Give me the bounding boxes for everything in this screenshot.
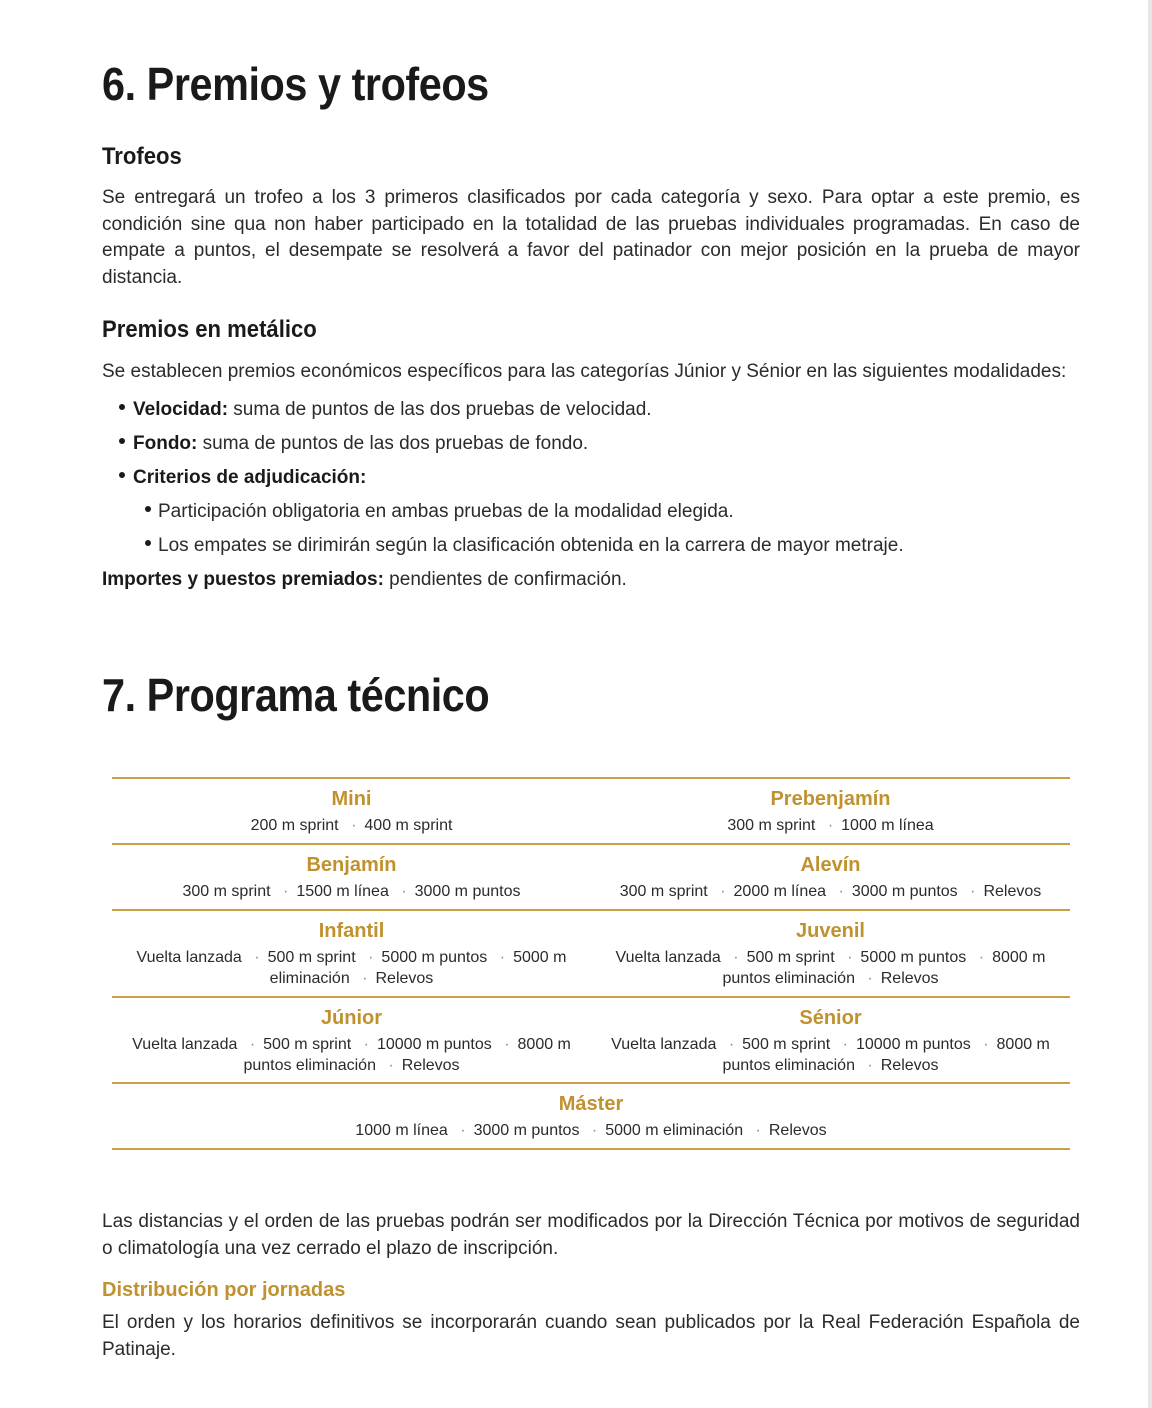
category-events bbox=[591, 947, 1070, 989]
event-separator: · bbox=[842, 1036, 848, 1053]
event-item: Relevos bbox=[880, 1057, 939, 1074]
importes-text: pendientes de confirmación. bbox=[383, 568, 627, 590]
event-item: Relevos bbox=[375, 970, 434, 987]
event-separator: · bbox=[249, 1036, 256, 1053]
category-cell bbox=[112, 779, 591, 843]
category-name: Máster bbox=[558, 1093, 624, 1115]
event-separator: · bbox=[728, 1036, 735, 1053]
category-cell bbox=[112, 998, 591, 1082]
category-events bbox=[713, 815, 947, 836]
event-item: 5000 m eliminación bbox=[605, 1122, 744, 1139]
category-cell bbox=[112, 911, 591, 996]
event-item: 8000 m puntos eliminación bbox=[722, 1036, 1050, 1074]
category-cell bbox=[591, 911, 1070, 996]
premios-paragraph: Se establecen premios económicos específicos para las categorías Júnior y Sénior en las siguientes modalidades: bbox=[102, 361, 1067, 382]
category-name: Sénior bbox=[799, 1007, 862, 1029]
program-row bbox=[112, 845, 1070, 911]
event-separator: · bbox=[368, 949, 374, 966]
program-table bbox=[112, 777, 1070, 1150]
event-separator: · bbox=[283, 883, 289, 900]
sub-list-item: Los empates se dirimirán según la clasificación obtenida en la carrera de mayor metraje. bbox=[102, 529, 1080, 563]
list-item-label: Criterios de adjudicación: bbox=[133, 466, 367, 488]
event-separator: · bbox=[827, 817, 834, 834]
event-separator: · bbox=[499, 949, 506, 966]
event-item: 500 m sprint bbox=[742, 1036, 831, 1053]
trofeos-paragraph: Se entregará un trofeo a los 3 primeros clasificados por cada categoría y sexo. Para optar a este premio, es condición sine qua non haber participado en la totalidad de las pruebas individuales programadas. En caso de empate a puntos, el desempate se resolverá a favor del patinador con mejor posición en la prueba de mayor distancia. bbox=[102, 187, 1080, 288]
event-item: Vuelta lanzada bbox=[136, 949, 242, 966]
page-edge bbox=[1148, 0, 1152, 1408]
category-events bbox=[606, 881, 1056, 902]
category-name: Infantil bbox=[318, 920, 385, 942]
event-item: 300 m sprint bbox=[619, 883, 708, 900]
list-item-label: Fondo: bbox=[133, 432, 198, 454]
event-item: Relevos bbox=[880, 970, 939, 987]
category-name: Prebenjamín bbox=[770, 788, 891, 810]
sub-list-item: Participación obligatoria en ambas pruebas de la modalidad elegida. bbox=[102, 495, 1080, 529]
category-events bbox=[112, 1034, 591, 1076]
trofeos-heading: Trofeos bbox=[102, 143, 182, 170]
program-notes bbox=[102, 1209, 1080, 1363]
event-item: 10000 m puntos bbox=[376, 1036, 492, 1053]
event-separator: · bbox=[351, 817, 357, 834]
distancias-note: Las distancias y el orden de las pruebas podrán ser modificados por la Dirección Técnica por motivos de seguridad o climatología una vez cerrado el plazo de inscripción. bbox=[102, 1211, 1080, 1259]
event-item: Relevos bbox=[401, 1057, 460, 1074]
event-separator: · bbox=[867, 1057, 873, 1074]
event-item: 3000 m puntos bbox=[851, 883, 958, 900]
event-separator: · bbox=[733, 949, 739, 966]
category-events bbox=[169, 881, 535, 902]
event-separator: · bbox=[978, 949, 985, 966]
event-separator: · bbox=[591, 1122, 598, 1139]
event-item: 5000 m puntos bbox=[860, 949, 967, 966]
event-item: 1000 m línea bbox=[841, 817, 934, 834]
event-item: 8000 m puntos eliminación bbox=[722, 949, 1046, 987]
event-item: 500 m sprint bbox=[746, 949, 835, 966]
event-separator: · bbox=[867, 970, 873, 987]
category-events bbox=[341, 1120, 840, 1141]
category-cell bbox=[591, 845, 1070, 909]
event-item: Relevos bbox=[768, 1122, 827, 1139]
premios-heading: Premios en metálico bbox=[102, 316, 317, 343]
event-separator: · bbox=[970, 883, 976, 900]
event-item: 2000 m línea bbox=[733, 883, 827, 900]
section-7-title: 7. Programa técnico bbox=[102, 668, 490, 721]
main-content bbox=[102, 56, 1080, 723]
list-item-label: Velocidad: bbox=[133, 398, 229, 420]
event-separator: · bbox=[755, 1122, 761, 1139]
category-cell bbox=[591, 998, 1070, 1082]
event-separator: · bbox=[254, 949, 260, 966]
category-events bbox=[112, 947, 591, 989]
event-item: Vuelta lanzada bbox=[132, 1036, 238, 1053]
event-item: 10000 m puntos bbox=[855, 1036, 971, 1053]
event-separator: · bbox=[363, 1036, 369, 1053]
event-separator: · bbox=[720, 883, 726, 900]
list-item-fondo bbox=[102, 427, 1080, 461]
jornadas-paragraph: El orden y los horarios definitivos se incorporarán cuando sean publicados por la Real Federación Española de Patinaje. bbox=[102, 1312, 1080, 1360]
event-item: 300 m sprint bbox=[182, 883, 271, 900]
event-separator: · bbox=[983, 1036, 989, 1053]
event-item: 1500 m línea bbox=[296, 883, 389, 900]
category-name: Júnior bbox=[320, 1007, 383, 1029]
event-item: 5000 m puntos bbox=[381, 949, 488, 966]
event-separator: · bbox=[401, 883, 407, 900]
list-item-text: suma de puntos de las dos pruebas de velocidad. bbox=[228, 398, 652, 420]
program-row bbox=[112, 998, 1070, 1084]
program-row bbox=[112, 1084, 1070, 1150]
event-item: 8000 m puntos eliminación bbox=[243, 1036, 571, 1074]
program-row bbox=[112, 779, 1070, 845]
event-item: 500 m sprint bbox=[267, 949, 356, 966]
event-separator: · bbox=[847, 949, 853, 966]
category-cell bbox=[591, 779, 1070, 843]
event-item: 400 m sprint bbox=[364, 817, 453, 834]
event-item: Vuelta lanzada bbox=[615, 949, 721, 966]
premios-list bbox=[102, 393, 1080, 563]
category-name: Benjamín bbox=[306, 854, 397, 876]
category-events bbox=[591, 1034, 1070, 1076]
event-item: 200 m sprint bbox=[250, 817, 339, 834]
event-item: 1000 m línea bbox=[355, 1122, 448, 1139]
event-item: 300 m sprint bbox=[727, 817, 816, 834]
section-6-title: 6. Premios y trofeos bbox=[102, 58, 489, 110]
event-separator: · bbox=[838, 883, 844, 900]
category-cell bbox=[112, 845, 591, 909]
category-name: Mini bbox=[331, 788, 372, 810]
event-separator: · bbox=[362, 970, 368, 987]
program-row bbox=[112, 911, 1070, 998]
category-name: Juvenil bbox=[796, 920, 865, 942]
category-name: Alevín bbox=[800, 854, 861, 876]
event-item: Relevos bbox=[983, 883, 1042, 900]
event-separator: · bbox=[460, 1122, 466, 1139]
importes-line bbox=[102, 563, 1080, 597]
category-events bbox=[237, 815, 467, 836]
list-item-velocidad bbox=[102, 393, 1080, 427]
list-item-text: suma de puntos de las dos pruebas de fondo. bbox=[197, 432, 589, 454]
list-item-criterios bbox=[102, 461, 1080, 495]
event-item: 500 m sprint bbox=[263, 1036, 352, 1053]
importes-label: Importes y puestos premiados: bbox=[102, 568, 384, 590]
event-item: 5000 m eliminación bbox=[269, 949, 567, 987]
event-item: 3000 m puntos bbox=[473, 1122, 580, 1139]
event-separator: · bbox=[504, 1036, 510, 1053]
event-separator: · bbox=[388, 1057, 394, 1074]
category-cell bbox=[112, 1084, 1070, 1148]
event-item: 3000 m puntos bbox=[414, 883, 521, 900]
jornadas-heading: Distribución por jornadas bbox=[102, 1279, 346, 1301]
event-item: Vuelta lanzada bbox=[611, 1036, 717, 1053]
